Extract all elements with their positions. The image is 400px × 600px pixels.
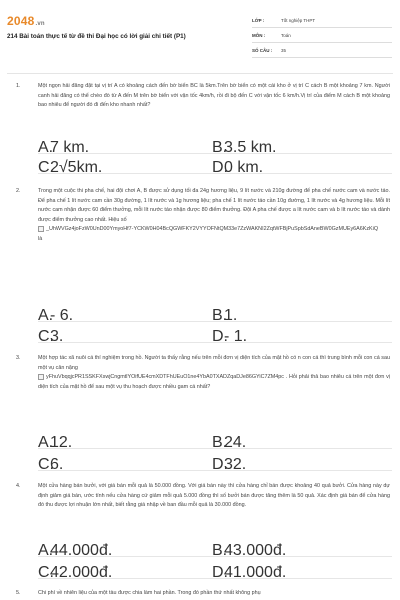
choice-letter: B.	[212, 542, 228, 559]
question-text-after: . Hỏi phải thả bao nhiêu cá trên một đơn vị diện tích của mặt hồ để sau một vụ thu hoạch được nhiều gam cá nhất?	[38, 374, 391, 390]
meta-value: Toán	[281, 32, 291, 38]
choice-letter: C.	[38, 159, 54, 176]
choice-letter: C.	[38, 564, 54, 581]
question-5	[16, 589, 392, 599]
choice-divider	[38, 556, 392, 557]
choice-divider	[38, 321, 392, 322]
choice-b[interactable]	[212, 434, 246, 452]
choice-b[interactable]	[212, 542, 286, 560]
choice-d[interactable]	[212, 456, 246, 474]
choice-a[interactable]	[38, 307, 73, 325]
choice-a[interactable]	[38, 139, 89, 157]
choice-a[interactable]	[38, 434, 72, 452]
choice-divider	[38, 470, 392, 471]
choice-a[interactable]	[38, 542, 112, 560]
meta-label: LỚP :	[252, 17, 265, 23]
choice-c[interactable]	[38, 159, 102, 177]
choice-value: 2√5km.	[50, 159, 103, 176]
meta-value: 35	[281, 47, 287, 53]
choice-value: 42.000đ.	[50, 564, 113, 581]
choice-d[interactable]	[212, 564, 286, 582]
meta-row-count	[252, 43, 392, 58]
broken-image-icon	[38, 226, 44, 232]
choice-letter: A.	[38, 434, 54, 451]
choice-value: 7 km.	[50, 139, 90, 156]
question-text	[38, 187, 390, 245]
document-meta	[252, 13, 392, 58]
choice-d[interactable]	[212, 159, 263, 177]
choice-letter: B.	[212, 139, 228, 156]
image-alt-text: yFhuVbqqjcPR1SSKFXswjCngmtlYOifUE4cmXDTFhUEuO1ne4YbA0TXADZqaDJe86GYiC7ZM4pc	[46, 374, 284, 381]
question-text-before: Một hợp tác xã nuôi cá thí nghiệm trong hồ. Người ta thấy rằng nếu trên mỗi đơn vị diện tích của mặt hồ có n con cá thì trung bình mỗi con cá sau một vụ cân nặng	[38, 355, 390, 371]
broken-image-icon	[38, 374, 44, 380]
choice-value: 3.5 km.	[224, 139, 277, 156]
choice-d[interactable]	[212, 328, 247, 346]
choice-c[interactable]	[38, 328, 63, 346]
choice-value: - 6.	[50, 307, 74, 324]
choice-letter: D.	[212, 328, 228, 345]
choice-divider	[38, 448, 392, 449]
question-text: Chi phí về nhiên liệu của một tàu được chia làm hai phần. Trong đó phần thứ nhất không phụ	[38, 590, 261, 596]
logo-text: 2048	[7, 14, 35, 28]
document-title: 214 Bài toán thực tế từ đề thi Đại học có lời giải chi tiết (P1)	[7, 33, 186, 40]
choice-value: 0 km.	[224, 159, 264, 176]
question-text: Một cửa hàng bán bưởi, với giá bán mỗi quả là 50.000 đồng. Với giá bán này thì cửa hàng chỉ bán được khoảng 40 quả bưởi. Cửa hàng này dự định giảm giá bán, ước tính nếu cửa hàng cứ giảm mỗi quả 5.000 đồng thì số bưởi bán được tăng thêm là 50 quả. Xác định giá bán để cửa hàng đó thu được lợi nhuận lớn nhất, biết rằng giá nhập về ban đầu mỗi quả là 30.000 đồng.	[38, 483, 390, 509]
choice-value: 41.000đ.	[224, 564, 287, 581]
choice-value: 32.	[224, 456, 247, 473]
choice-letter: D.	[212, 159, 228, 176]
logo-suffix: .vn	[35, 21, 45, 27]
choice-letter: C.	[38, 328, 54, 345]
choice-c[interactable]	[38, 564, 112, 582]
question-4	[16, 482, 392, 511]
choice-value: 1.	[224, 307, 238, 324]
site-logo[interactable]	[7, 14, 45, 28]
meta-label: SỐ CÂU :	[252, 47, 273, 53]
choice-value: - 1.	[224, 328, 248, 345]
question-1	[16, 82, 392, 111]
image-alt-text: _UhWVGz4joFzW0UnD00YmyoHf7-YCKW0H04BcQGWFKY2VYYOFNtQM33e7ZzWAKNI2ZqtWFBjPuSpbSdAneBW0GzMUEy6A6KzKiQ	[46, 226, 379, 233]
choice-divider	[38, 173, 392, 174]
choice-divider	[38, 153, 392, 154]
question-number: 3.	[16, 355, 21, 361]
meta-value: Tốt nghiệp THPT	[281, 17, 316, 23]
choice-value: 24.	[224, 434, 247, 451]
choice-letter: A.	[38, 542, 54, 559]
question-number: 4.	[16, 483, 21, 489]
meta-row-subject	[252, 28, 392, 43]
choice-divider	[38, 342, 392, 343]
question-text	[38, 354, 390, 392]
choice-b[interactable]	[212, 307, 237, 325]
question-2	[16, 187, 392, 245]
meta-row-class	[252, 13, 392, 28]
question-number: 5.	[16, 590, 21, 596]
choice-letter: B.	[212, 307, 228, 324]
header-divider	[7, 73, 393, 74]
choice-value: 6.	[50, 456, 64, 473]
choice-letter: D.	[212, 456, 228, 473]
question-text-after: là	[38, 235, 43, 242]
question-3	[16, 354, 392, 392]
question-number: 1.	[16, 83, 21, 89]
question-number: 2.	[16, 188, 21, 194]
choice-c[interactable]	[38, 456, 63, 474]
choice-value: 44.000đ.	[50, 542, 113, 559]
choice-value: 12.	[50, 434, 73, 451]
question-text: Một ngọn hải đăng đặt tại vị trí A có khoảng cách đến bờ biển BC là 5km.Trên bờ biển có một cái kho ở vị trí C cách B một khoảng 7 km. Người canh hải đăng có thể chèo đò từ A đến M trên bờ biển với vận tốc 4km/h, rồi đi bộ đến C với vận tốc 6 km/h.Vị trí của điểm M cách B một khoảng bao nhiêu để người đó đi đến kho nhanh nhất?	[38, 83, 390, 109]
choice-b[interactable]	[212, 139, 276, 157]
choice-letter: D.	[212, 564, 228, 581]
choice-letter: B.	[212, 434, 228, 451]
choice-divider	[38, 578, 392, 579]
question-text-before: Trong một cuộc thi pha chế, hai đội chơi A, B được sử dụng tối đa 24g hương liệu, 9 lít nước và 210g đường để pha chế nước cam và nước táo. Để pha chế 1 lít nước cam cần 30g đường, 1 lít nước và 1g hương liệu; pha chế 1 lít nước táo cần 10g đường, 1 lít nước và 4g hương liệu. Mỗi lít nước cam nhận được 60 điểm thưởng, mỗi lít nước táo nhận được 80 điểm thưởng. Đội A pha chế được a lít nước cam và b lít nước táo và dành được điểm thưởng cao nhất. Hiệu số	[38, 188, 390, 223]
choice-value: 3.	[50, 328, 64, 345]
choice-letter: A.	[38, 139, 54, 156]
choice-value: 43.000đ.	[224, 542, 287, 559]
choice-letter: A.	[38, 307, 54, 324]
meta-label: MÔN :	[252, 32, 266, 38]
choice-letter: C.	[38, 456, 54, 473]
